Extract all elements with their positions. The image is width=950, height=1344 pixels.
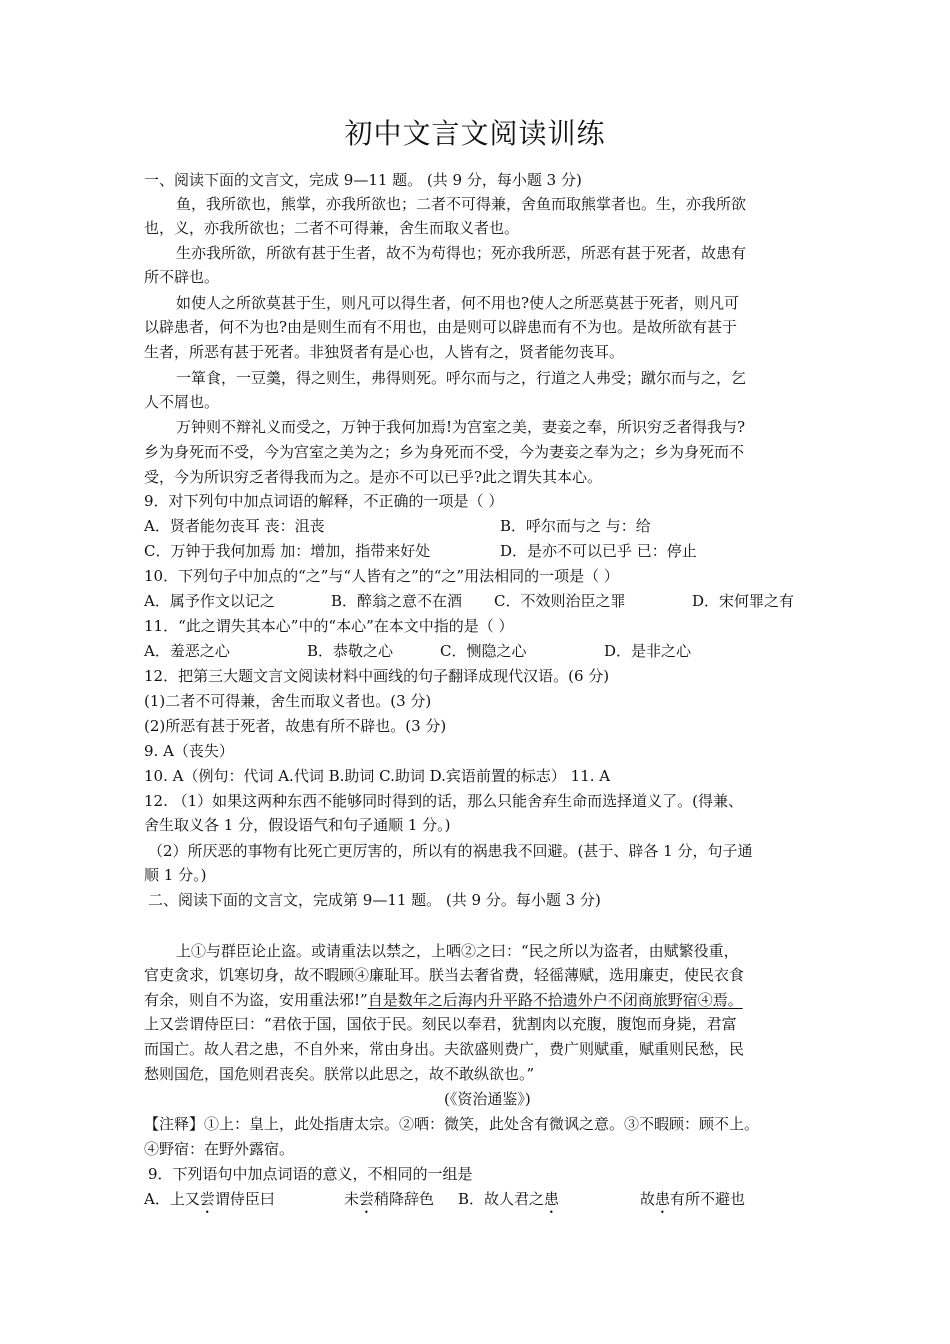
passage1-line: 鱼，我所欲也，熊掌，亦我所欲也；二者不可得兼，舍鱼而取熊掌者也。生，亦我所欲 (176, 195, 747, 213)
option-11c: C．恻隐之心 (440, 642, 527, 660)
option-9c: C．万钟于我何加焉 加：增加，指带来好处 (144, 542, 431, 560)
section1-heading: 一、阅读下面的文言文，完成 9—11 题。 (共 9 分，每小题 3 分) (144, 171, 582, 189)
option-11a: A．羞恶之心 (144, 642, 230, 660)
passage1-line: 受，今为所识穷乏者得我而为之。是亦不可以已乎?此之谓失其本心。 (144, 468, 603, 486)
passage2-text: 有余，则自不为盗，安用重法邪!” (144, 991, 368, 1009)
passage1-line: 乡为身死而不受，今为宫室之美为之；乡为身死而不受，今为妻妾之奉为之；乡为身死而不 (144, 443, 745, 461)
source-citation: (《资治通鉴》) (444, 1090, 531, 1108)
option-text: B．故人君之 (458, 1190, 545, 1208)
option-text: 有所不避也 (670, 1190, 746, 1208)
answer-12-line: 舍生取义各 1 分，假设语气和句子通顺 1 分。) (144, 816, 451, 834)
option-10b: B．醉翁之意不在酒 (331, 592, 463, 610)
option-10c: C．不效则治臣之罪 (494, 592, 626, 610)
passage2-line: 愁则国危，国危则君丧矣。朕常以此思之，故不敢纵欲也。” (144, 1065, 535, 1083)
question-12: 12．把第三大题文言文阅读材料中画线的句子翻译成现代汉语。(6 分) (144, 667, 610, 685)
question-11: 11．“此之谓失其本心”中的“本心”在本文中指的是（ ） (144, 617, 514, 635)
option-text: 故 (640, 1190, 656, 1208)
option-9b: B．呼尔而与之 与：给 (500, 517, 651, 535)
option-10d: D．宋何罪之有 (692, 592, 795, 610)
underlined-sentence: 自是数年之后海内升平路不拾遗外户不闭商旅野宿④焉。 (367, 991, 743, 1009)
annotation-line: 【注释】①上：皇上，此处指唐太宗。②哂：微笑，此处含有微讽之意。③不暇顾：顾不上。 (144, 1115, 760, 1133)
answer-12-line: 顺 1 分。) (144, 866, 207, 884)
passage1-line: 万钟则不辩礼义而受之，万钟于我何加焉!为宫室之美，妻妾之奉，所识穷乏者得我与? (176, 418, 746, 436)
option-text: 谓侍臣曰 (214, 1190, 275, 1208)
answer-10-11: 10. A（例句：代词 A.代词 B.助词 C.助词 D.宾语前置的标志） 11. A (144, 767, 611, 785)
option-9a: A．贤者能勿丧耳 丧：沮丧 (144, 517, 325, 535)
question-9-section2: 9．下列语句中加点词语的意义，不相同的一组是 (148, 1165, 473, 1183)
passage1-line: 也，义，亦我所欲也；二者不可得兼，舍生而取义者也。 (144, 219, 520, 237)
passage2-line (144, 988, 743, 1012)
option-9a-pair (344, 1187, 434, 1217)
passage2-line: 上①与群臣论止盗。或请重法以禁之，上哂②之曰：“民之所以为盗者，由赋繁役重， (176, 942, 739, 960)
option-9b-pair (640, 1187, 745, 1217)
page-title: 初中文言文阅读训练 (344, 117, 606, 150)
option-9d: D．是亦不可以已乎 已：停止 (500, 542, 697, 560)
emphasized-word: 患 (544, 1190, 560, 1208)
question-10: 10．下列句子中加点的“之”与“人皆有之”的“之”用法相同的一项是（ ） (144, 567, 619, 585)
option-9a-section2 (144, 1187, 275, 1217)
answer-12-line: 12. （1）如果这两种东西不能够同时得到的话，那么只能舍弃生命而选择道义了。(得兼、 (144, 792, 744, 810)
answer-12-line: （2）所厌恶的事物有比死亡更厉害的，所以有的祸患我不回避。(甚于、辟各 1 分，句子通 (148, 842, 753, 860)
option-10a: A．属予作文以记之 (144, 592, 275, 610)
answer-9: 9. A（丧失） (144, 742, 234, 760)
question-12-part2: (2)所恶有甚于死者，故患有所不辟也。(3 分) (144, 717, 447, 735)
emphasized-word: 尝 (359, 1190, 375, 1208)
option-text: A．上又 (144, 1190, 200, 1208)
option-text: 未 (344, 1190, 360, 1208)
emphasized-word: 尝 (199, 1190, 215, 1208)
passage1-line: 如使人之所欲莫甚于生，则凡可以得生者，何不用也?使人之所恶莫甚于死者，则凡可 (176, 294, 740, 312)
passage1-line: 以辟患者，何不为也?由是则生而有不用也，由是则可以辟患而有不为也。是故所欲有甚于 (144, 318, 738, 336)
option-11b: B．恭敬之心 (307, 642, 394, 660)
passage2-line: 上又尝谓侍臣曰：“君依于国，国依于民。刻民以奉君，犹割肉以充腹，腹饱而身毙，君富 (144, 1015, 737, 1033)
annotation-line: ④野宿：在野外露宿。 (144, 1140, 295, 1158)
option-11d: D．是非之心 (604, 642, 692, 660)
question-9: 9．对下列句中加点词语的解释，不正确的一项是（ ） (144, 492, 504, 510)
emphasized-word: 患 (655, 1190, 671, 1208)
passage1-line: 生亦我所欲，所欲有甚于生者，故不为苟得也；死亦我所恶，所恶有甚于死者，故患有 (176, 244, 747, 262)
section2-heading: 二、阅读下面的文言文，完成第 9—11 题。 (共 9 分。每小题 3 分) (148, 891, 601, 909)
passage1-line: 生者，所恶有甚于死者。非独贤者有是心也，人皆有之，贤者能勿丧耳。 (144, 343, 625, 361)
passage1-line: 所不辟也。 (144, 268, 220, 286)
passage1-line: 人不屑也。 (144, 393, 220, 411)
option-9b-section2 (458, 1187, 559, 1217)
passage1-line: 一箪食，一豆羹，得之则生，弗得则死。呼尔而与之，行道之人弗受；蹴尔而与之，乞 (176, 369, 747, 387)
option-text: 稍降辞色 (374, 1190, 435, 1208)
passage2-line: 官吏贪求，饥寒切身，故不暇顾④廉耻耳。朕当去奢省费，轻徭薄赋，选用廉吏，使民衣食 (144, 966, 745, 984)
question-12-part1: (1)二者不可得兼，舍生而取义者也。(3 分) (144, 692, 432, 710)
passage2-line: 而国亡。故人君之患，不自外来，常由身出。夫欲盛则费广，费广则赋重，赋重则民愁，民 (144, 1040, 745, 1058)
